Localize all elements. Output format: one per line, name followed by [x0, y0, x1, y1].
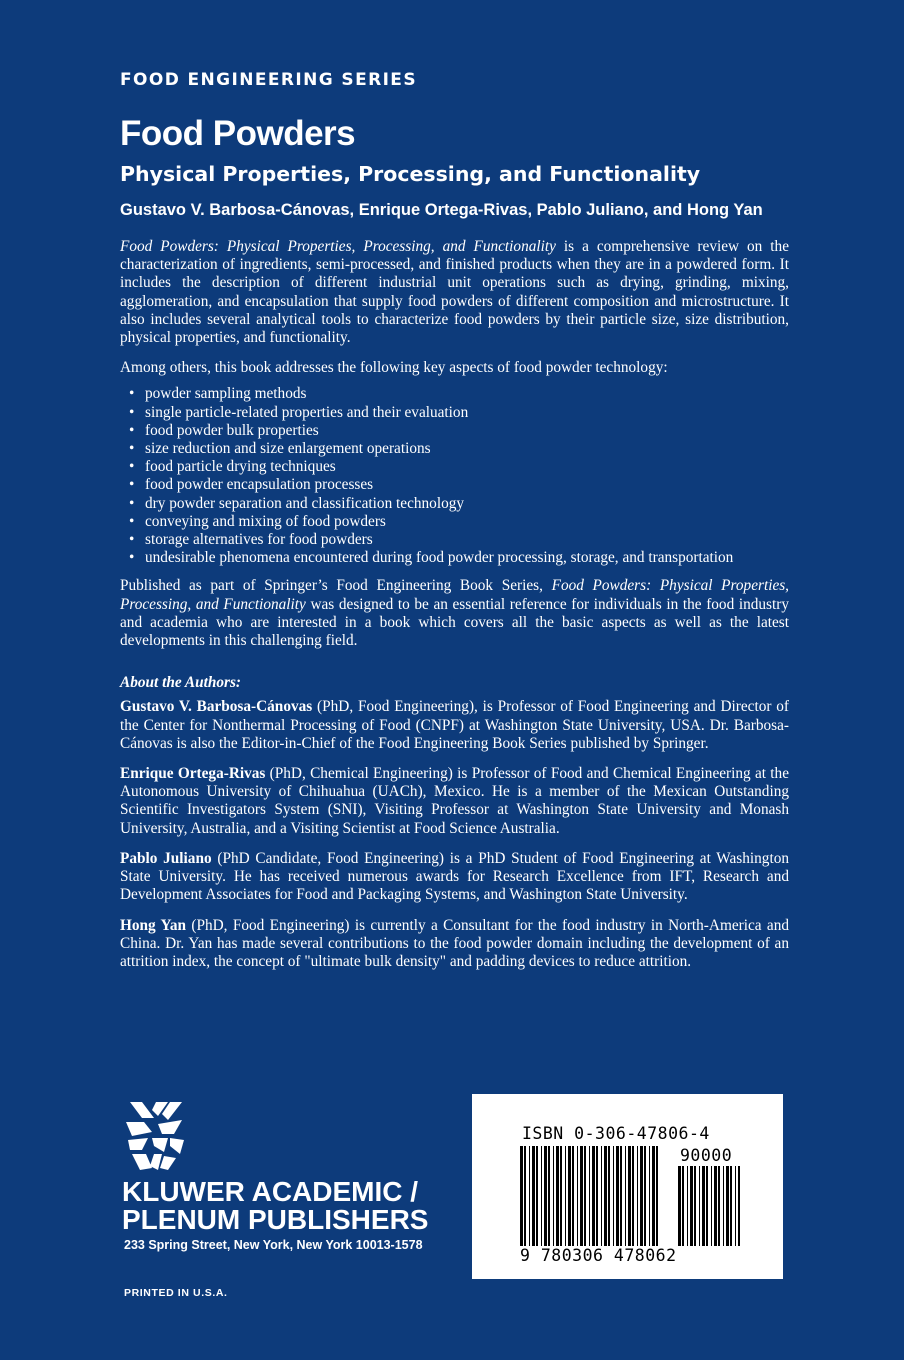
author-bio-text: (PhD, Food Engineering), is Professor of Food Engineering and Director of the Center for Nonthermal Processing of Food (CNPF) at Washington State University, USA. Dr. Barbosa-Cánovas is also the Editor-in-Chief of the Food Engineering Book Series published by Springer.: [120, 698, 789, 752]
barcode-bar: [718, 1166, 720, 1246]
aspects-list: [120, 385, 789, 567]
barcode-bar: [529, 1146, 530, 1246]
barcode-bar: [678, 1166, 681, 1246]
barcode-bar: [628, 1146, 631, 1246]
author-bio-text: (PhD, Food Engineering) is currently a Consultant for the food industry in North-America and China. Dr. Yan has made several contributions to the food powder domain including the development of an attrition index, the concept of "ultimate bulk density" and padding devices to reduce attrition.: [120, 916, 789, 970]
barcode-bar: [726, 1166, 729, 1246]
barcode-bar: [652, 1146, 655, 1246]
book-title: Food Powders: [120, 114, 356, 153]
barcode-bar: [560, 1146, 562, 1246]
barcode-bar: [520, 1146, 523, 1246]
about-authors-heading: About the Authors:: [120, 674, 242, 692]
barcode-bar: [556, 1146, 559, 1246]
aspect-text: storage alternatives for food powders: [145, 531, 373, 549]
author-bio-text: (PhD, Chemical Engineering) is Professor of Food and Chemical Engineering at the Autonomous University of Chihuahua (UACh), Mexico. He is a member of the Mexican Outstanding Scientific Investigators System (SNI), Visiting Professor at Washington State University and Monash University, Australia, and a Visiting Scientist at Food Science Australia.: [120, 765, 789, 837]
aspect-item: [120, 549, 789, 567]
series-label: FOOD ENGINEERING SERIES: [120, 70, 417, 90]
intro-text: is a comprehensive review on the characterization of ingredients, semi-processed, and finished products when they are in a powdered form. It includes the description of different industrial unit operations such as drying, grinding, mixing, agglomeration, and encapsulation that supply food powders of different composition and microstructure. It also includes several analytical tools to characterize food powders by their particle size, size distribution, physical properties, and functionality.: [120, 238, 789, 347]
aspect-item: [120, 404, 789, 422]
author-bio: [120, 765, 789, 838]
published-paragraph: [120, 577, 789, 650]
published-before: Published as part of Springer’s Food Engineering Book Series,: [120, 577, 552, 595]
barcode-bar: [632, 1146, 634, 1246]
aspect-text: food powder encapsulation processes: [145, 476, 374, 494]
aspect-item: [120, 476, 789, 494]
publisher-name-line2: PLENUM PUBLISHERS: [122, 1204, 429, 1235]
barcode-bar: [548, 1146, 550, 1246]
barcode-bar: [604, 1146, 607, 1246]
barcode-bar: [572, 1146, 574, 1246]
aspect-item: [120, 513, 789, 531]
author-bio-name: Gustavo V. Barbosa-Cánovas: [120, 698, 313, 716]
barcode-bar: [544, 1146, 547, 1246]
bullet-icon: •: [129, 494, 135, 512]
barcode-bar: [592, 1146, 595, 1246]
ean-number: 9 780306 478062: [520, 1246, 677, 1265]
aspect-item: [120, 495, 789, 513]
barcode-bar: [524, 1146, 526, 1246]
barcode-bar: [532, 1146, 535, 1246]
barcode-bar: [723, 1166, 724, 1246]
aspect-item: [120, 440, 789, 458]
author-bio-name: Hong Yan: [120, 916, 186, 934]
description-body: [120, 238, 789, 983]
author-bio: [120, 917, 789, 972]
intro-book-title: Food Powders: Physical Properties, Processing, and Functionality: [120, 238, 556, 255]
barcode-bar: [553, 1146, 554, 1246]
barcode-bar: [640, 1146, 643, 1246]
barcode-bar: [601, 1146, 602, 1246]
aspect-text: size reduction and size enlargement operations: [145, 440, 431, 458]
bullet-icon: •: [129, 476, 135, 494]
bullet-icon: •: [129, 421, 135, 439]
barcode-bar: [702, 1166, 705, 1246]
aspect-text: conveying and mixing of food powders: [145, 512, 386, 530]
barcode-bar: [735, 1166, 736, 1246]
bullet-icon: •: [129, 549, 135, 567]
authors-line: Gustavo V. Barbosa-Cánovas, Enrique Ortega-Rivas, Pablo Juliano, and Hong Yan: [120, 201, 763, 219]
aspect-text: undesirable phenomena encountered during food powder processing, storage, and transportation: [145, 549, 734, 567]
barcode-bar: [649, 1146, 650, 1246]
barcode-bar: [616, 1146, 619, 1246]
bullet-icon: •: [129, 531, 135, 549]
bullet-icon: •: [129, 512, 135, 530]
barcode-bar: [541, 1146, 542, 1246]
publisher-address: 233 Spring Street, New York, New York 10013-1578: [124, 1238, 423, 1252]
aspect-text: food powder bulk properties: [145, 421, 319, 439]
author-bio: [120, 850, 789, 905]
barcode-bar: [536, 1146, 538, 1246]
author-bio-name: Enrique Ortega-Rivas: [120, 765, 266, 783]
aspect-item: [120, 531, 789, 549]
barcode-bar: [568, 1146, 571, 1246]
aspect-text: powder sampling methods: [145, 385, 307, 403]
barcode-bar: [625, 1146, 626, 1246]
bullet-icon: •: [129, 403, 135, 421]
publisher-name-line1: KLUWER ACADEMIC /: [122, 1176, 419, 1207]
aspect-item: [120, 458, 789, 476]
printed-in-label: PRINTED IN U.S.A.: [124, 1287, 228, 1299]
aspect-text: single particle-related properties and their evaluation: [145, 403, 469, 421]
barcode-bar: [613, 1146, 614, 1246]
publisher-name: [122, 1178, 428, 1234]
aspects-intro: Among others, this book addresses the following key aspects of food powder technology:: [120, 359, 668, 377]
barcode-bar: [644, 1146, 646, 1246]
aspect-text: food particle drying techniques: [145, 458, 336, 476]
barcode-bar: [580, 1146, 583, 1246]
barcode-bar: [690, 1166, 693, 1246]
aspect-item: [120, 422, 789, 440]
price-code: 90000: [680, 1146, 733, 1165]
published-after: was designed to be an essential reference for individuals in the food industry and academia who are interested in a book which covers all the basic aspects as well as the latest developments in this challenging field.: [120, 595, 789, 650]
barcode-bar: [711, 1166, 712, 1246]
aspect-item: [120, 385, 789, 403]
aspect-text: dry powder separation and classification technology: [145, 494, 465, 512]
barcode-bar: [738, 1166, 740, 1246]
barcode-bar: [637, 1146, 638, 1246]
barcode-bar: [565, 1146, 566, 1246]
barcode-bar: [589, 1146, 590, 1246]
intro-paragraph: [120, 238, 789, 347]
barcode-bar: [608, 1146, 610, 1246]
barcode-bar: [714, 1166, 717, 1246]
barcode-bar: [620, 1146, 622, 1246]
author-bios: [120, 698, 789, 971]
barcode-bar: [694, 1166, 696, 1246]
author-bio: [120, 698, 789, 753]
bullet-icon: •: [129, 385, 135, 403]
barcode-bar: [596, 1146, 598, 1246]
barcode-bar: [687, 1166, 688, 1246]
barcode-bar: [706, 1166, 708, 1246]
author-bio-text: (PhD Candidate, Food Engineering) is a PhD Student of Food Engineering at Washington State University. He has received numerous awards for Research Excellence from IFT, Research and Development Associates for Food and Packaging Systems, and Washington State University.: [120, 849, 790, 904]
barcode-bar: [577, 1146, 578, 1246]
author-bio-name: Pablo Juliano: [120, 849, 212, 867]
isbn-text: ISBN 0-306-47806-4: [522, 1124, 710, 1143]
barcode-bar: [584, 1146, 586, 1246]
bullet-icon: •: [129, 458, 135, 476]
barcode-bar: [699, 1166, 700, 1246]
book-subtitle: Physical Properties, Processing, and Functionality: [120, 162, 701, 186]
barcode-bar: [730, 1166, 732, 1246]
kluwer-logo-icon: [124, 1100, 186, 1172]
barcode-bar: [656, 1146, 658, 1246]
barcode-bar: [682, 1166, 684, 1246]
bullet-icon: •: [129, 440, 135, 458]
published-book-title: Food Powders: Physical Properties, Processing, and Functionality: [120, 577, 790, 613]
barcode-panel: [472, 1094, 783, 1279]
